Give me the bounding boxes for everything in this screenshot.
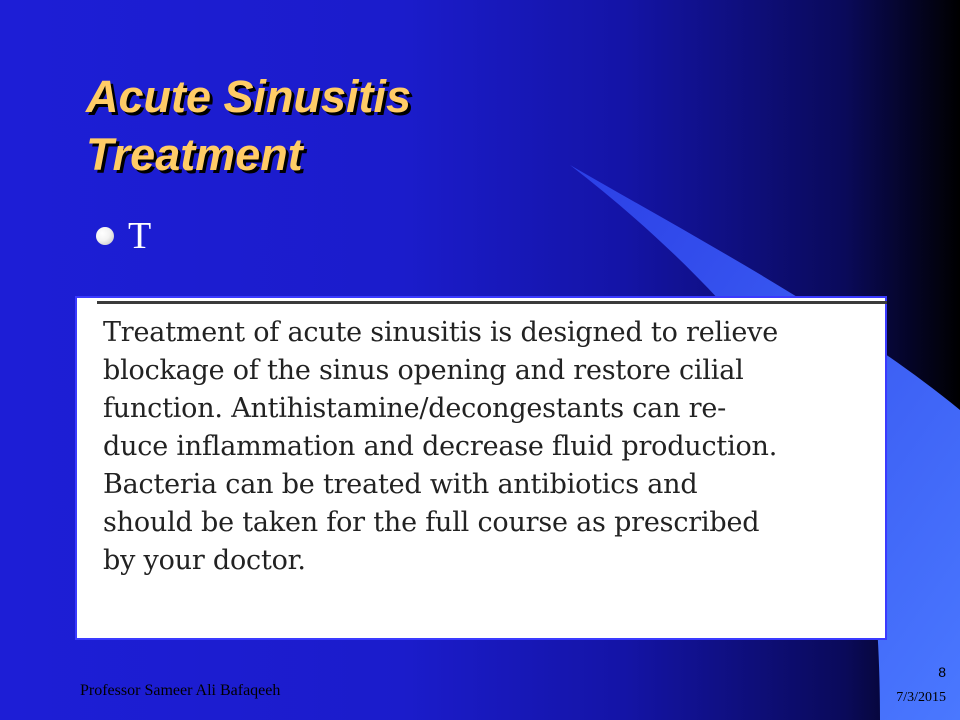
slide-title-line-1: Acute Sinusitis: [86, 71, 412, 122]
page-number: 8: [938, 664, 946, 680]
excerpt-paragraph: [103, 314, 878, 580]
excerpt-top-rule: [97, 301, 887, 304]
excerpt-line: should be taken for the full course as prescribed: [103, 507, 760, 538]
excerpt-line: function. Antihistamine/decongestants can re-: [103, 393, 727, 424]
excerpt-line: by your doctor.: [103, 545, 306, 576]
excerpt-line: duce inflammation and decrease fluid production.: [103, 431, 778, 462]
bullet-text: T: [128, 215, 152, 257]
excerpt-line: Treatment of acute sinusitis is designed to relieve: [103, 317, 778, 348]
footer-author: Professor Sameer Ali Bafaqeeh: [80, 682, 281, 699]
bullet-item: [96, 214, 151, 258]
slide-title: [86, 68, 411, 184]
excerpt-line: blockage of the sinus opening and restore cilial: [103, 355, 744, 386]
round-bullet-icon: [96, 227, 114, 245]
scanned-text-excerpt: [75, 296, 887, 640]
footer-date: 7/3/2015: [896, 690, 946, 705]
slide-title-line-2: Treatment: [86, 129, 303, 180]
excerpt-line: Bacteria can be treated with antibiotics and: [103, 469, 698, 500]
